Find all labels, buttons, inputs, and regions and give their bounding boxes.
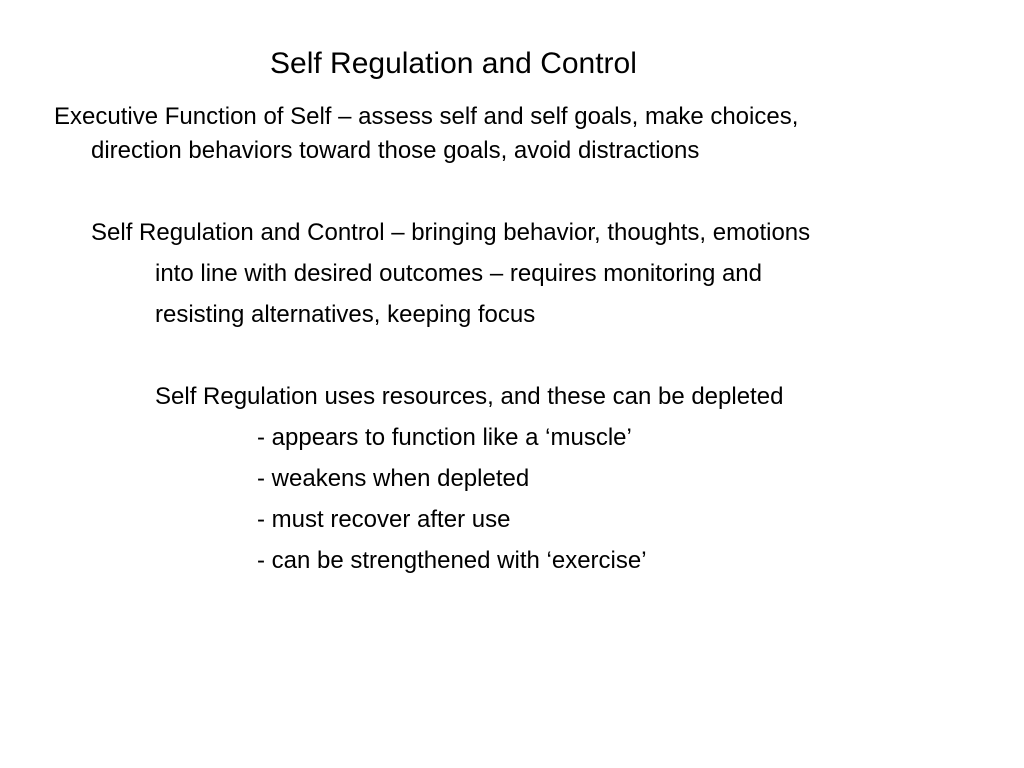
- bullet-recover: - must recover after use: [257, 506, 511, 533]
- self-regulation-line-2: into line with desired outcomes – requires monitoring and: [155, 260, 762, 287]
- self-regulation-line-1: Self Regulation and Control – bringing behavior, thoughts, emotions: [91, 219, 811, 246]
- executive-function-line-1: Executive Function of Self – assess self and self goals, make choices,: [54, 103, 799, 130]
- resources-heading: Self Regulation uses resources, and these can be depleted: [155, 383, 784, 410]
- executive-function-line-2: direction behaviors toward those goals, avoid distractions: [91, 137, 700, 164]
- bullet-muscle: - appears to function like a ‘muscle’: [257, 424, 632, 451]
- self-regulation-line-3: resisting alternatives, keeping focus: [155, 301, 536, 328]
- bullet-weakens: - weakens when depleted: [257, 465, 530, 492]
- bullet-exercise: - can be strengthened with ‘exercise’: [257, 547, 647, 574]
- slide-title: Self Regulation and Control: [270, 47, 637, 80]
